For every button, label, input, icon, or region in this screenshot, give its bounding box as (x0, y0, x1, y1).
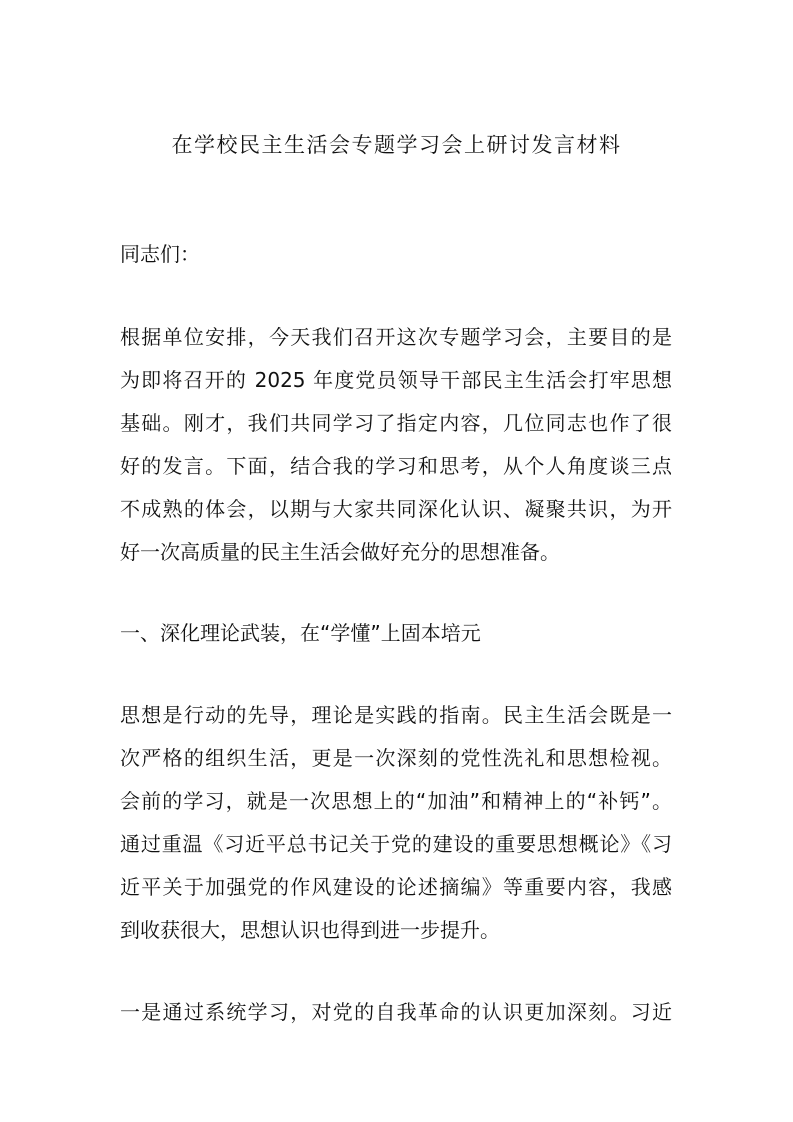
paragraph-theory (120, 694, 672, 952)
paragraph-intro (120, 316, 672, 574)
salutation-text: 同志们： (120, 242, 200, 266)
text-line: 思想是行动的先导，理论是实践的指南。民主生活会既是一 (120, 703, 672, 727)
section-heading-1 (120, 612, 672, 655)
heading-text: 一、深化理论武装，在“学懂”上固本培元 (120, 621, 481, 645)
text-line: 通过重温《习近平总书记关于党的建设的重要思想概论》《习 (120, 832, 672, 856)
text-line: 好的发言。下面，结合我的学习和思考，从个人角度谈三点 (120, 454, 672, 478)
text-line: 近平关于加强党的作风建设的论述摘编》等重要内容，我感 (120, 875, 672, 899)
text-line: 一是通过系统学习，对党的自我革命的认识更加深刻。习近 (120, 1000, 672, 1024)
text-line: 好一次高质量的民主生活会做好充分的思想准备。 (120, 540, 560, 564)
paragraph-point-one (120, 991, 672, 1034)
salutation (120, 233, 672, 276)
document-title: 在学校民主生活会专题学习会上研讨发言材料 (171, 133, 622, 157)
text-line: 到收获很大，思想认识也得到进一步提升。 (120, 918, 500, 942)
text-line: 为即将召开的 2025 年度党员领导干部民主生活会打牢思想 (120, 368, 672, 392)
text-line: 会前的学习，就是一次思想上的“加油”和精神上的“补钙”。 (120, 789, 672, 813)
text-line: 不成熟的体会，以期与大家共同深化认识、凝聚共识，为开 (120, 497, 672, 521)
text-line: 基础。刚才，我们共同学习了指定内容，几位同志也作了很 (120, 411, 672, 435)
text-line: 次严格的组织生活，更是一次深刻的党性洗礼和思想检视。 (120, 746, 672, 770)
text-line: 根据单位安排，今天我们召开这次专题学习会，主要目的是 (120, 325, 672, 349)
